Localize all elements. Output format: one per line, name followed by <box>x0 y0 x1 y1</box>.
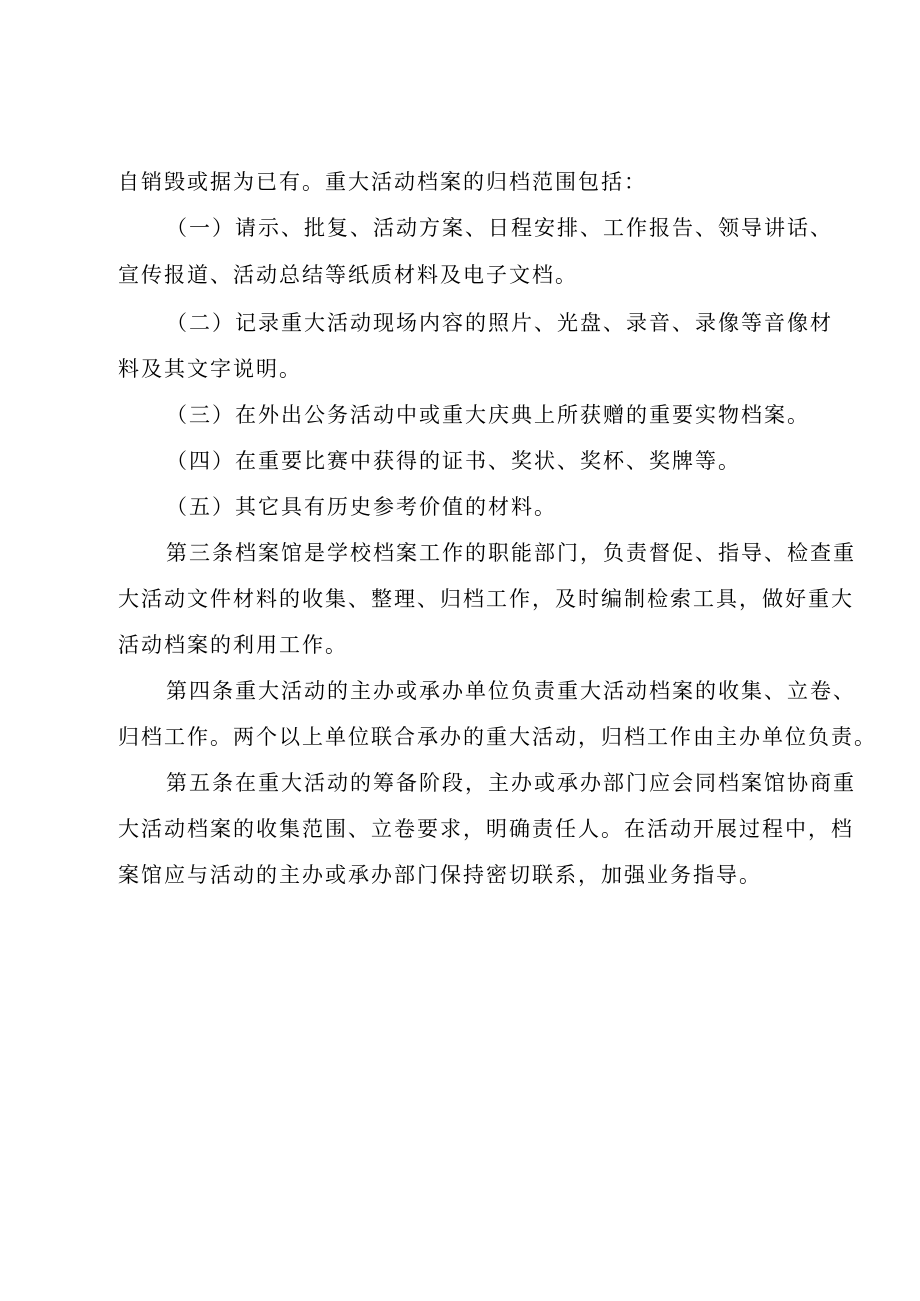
text-line: 宣传报道、活动总结等纸质材料及电子文档。 <box>118 263 578 287</box>
text-line: （一）请示、批复、活动方案、日程安排、工作报告、领导讲话、 <box>166 216 833 240</box>
text-line: （四）在重要比赛中获得的证书、奖状、奖杯、奖牌等。 <box>166 449 741 473</box>
text-line: 第四条重大活动的主办或承办单位负责重大活动档案的收集、立卷、 <box>166 679 856 703</box>
text-line: 大活动文件材料的收集、整理、归档工作，及时编制检索工具，做好重大 <box>118 587 854 611</box>
text-line: 归档工作。两个以上单位联合承办的重大活动，归档工作由主办单位负责。 <box>118 725 877 749</box>
text-line: （五）其它具有历史参考价值的材料。 <box>166 495 557 519</box>
text-line: 第三条档案馆是学校档案工作的职能部门，负责督促、指导、检查重 <box>166 541 856 565</box>
text-line: 案馆应与活动的主办或承办部门保持密切联系，加强业务指导。 <box>118 863 762 887</box>
text-line: 自销毁或据为已有。重大活动档案的归档范围包括： <box>118 170 647 194</box>
text-line: 第五条在重大活动的筹备阶段，主办或承办部门应会同档案馆协商重 <box>166 771 856 795</box>
text-line: 活动档案的利用工作。 <box>118 633 348 657</box>
text-line: （三）在外出公务活动中或重大庆典上所获赠的重要实物档案。 <box>166 403 810 427</box>
text-line: 料及其文字说明。 <box>118 357 302 381</box>
text-line: 大活动档案的收集范围、立卷要求，明确责任人。在活动开展过程中，档 <box>118 817 854 841</box>
text-line: （二）记录重大活动现场内容的照片、光盘、录音、录像等音像材 <box>166 311 833 335</box>
